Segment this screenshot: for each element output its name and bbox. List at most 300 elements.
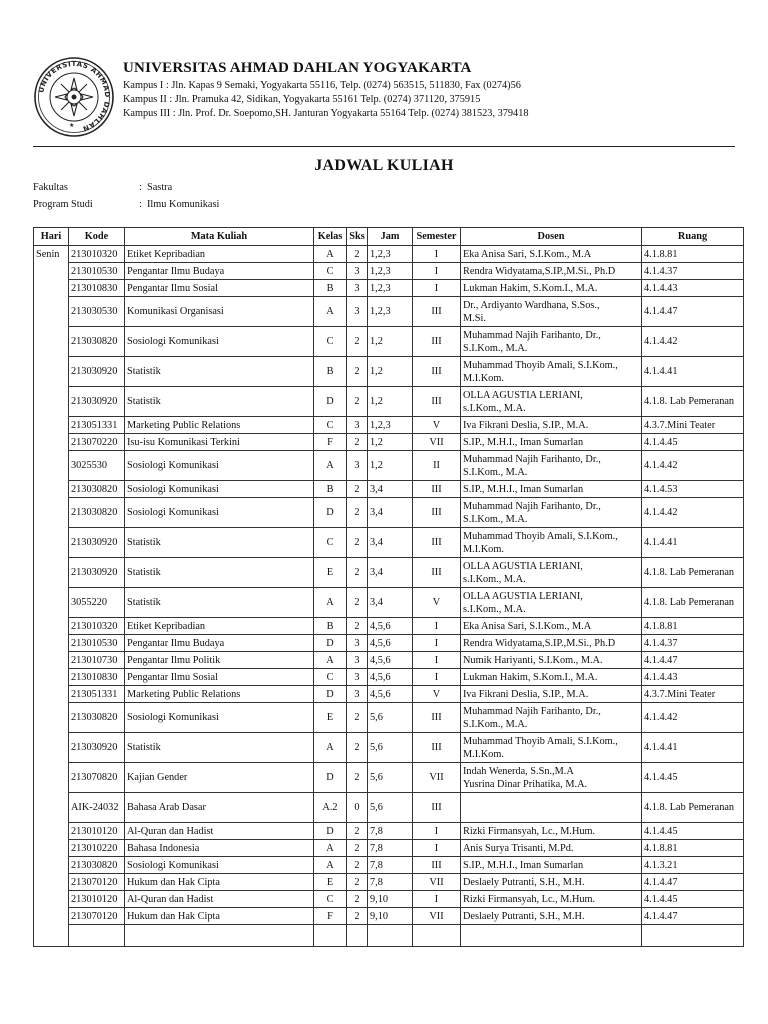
cell-hari [34,357,69,387]
dosen-line: S.IP., M.H.I., Iman Sumarlan [463,859,584,871]
table-row [34,652,744,669]
cell-kode: 213070120 [69,908,125,925]
cell-mata-kuliah: Statistik [125,357,314,387]
university-seal-icon [33,56,115,138]
cell-kelas: C [314,327,347,357]
cell-semester [413,925,461,947]
cell-ruang: 4.1.4.42 [642,327,744,357]
table-row [34,297,744,327]
cell-jam: 5,6 [368,793,413,823]
cell-jam: 1,2,3 [368,417,413,434]
cell-sks: 2 [347,857,368,874]
cell-ruang: 4.1.4.47 [642,908,744,925]
dosen-line: Lukman Hakim, S.Kom.I., M.A. [463,671,598,683]
cell-dosen [461,434,642,451]
cell-semester: V [413,588,461,618]
cell-sks: 2 [347,528,368,558]
cell-sks: 3 [347,635,368,652]
cell-jam: 1,2,3 [368,280,413,297]
svg-text:★: ★ [69,122,75,129]
cell-hari [34,451,69,481]
cell-dosen [461,908,642,925]
table-row [34,925,744,947]
cell-ruang: 4.1.4.41 [642,528,744,558]
cell-dosen [461,823,642,840]
cell-dosen [461,925,642,947]
col-header-dosen: Dosen [461,228,642,246]
cell-kelas: A [314,246,347,263]
cell-kelas: D [314,823,347,840]
cell-mata-kuliah: Bahasa Indonesia [125,840,314,857]
cell-semester: III [413,387,461,417]
cell-kelas: E [314,703,347,733]
cell-mata-kuliah: Komunikasi Organisasi [125,297,314,327]
cell-hari [34,652,69,669]
cell-semester: I [413,280,461,297]
dosen-line: OLLA AGUSTIA LERIANI, [463,590,583,602]
table-row [34,481,744,498]
table-row [34,558,744,588]
cell-dosen [461,793,642,823]
dosen-line: s.I.Kom., M.A. [463,573,526,585]
cell-mata-kuliah: Sosiologi Komunikasi [125,857,314,874]
cell-ruang: 4.1.4.45 [642,434,744,451]
cell-semester: III [413,857,461,874]
cell-mata-kuliah: Sosiologi Komunikasi [125,451,314,481]
cell-dosen [461,417,642,434]
cell-kode: 213070120 [69,874,125,891]
university-name: UNIVERSITAS AHMAD DAHLAN YOGYAKARTA [123,60,472,76]
dosen-line: Muhammad Thoyib Amali, S.I.Kom., [463,735,618,747]
col-header-kode: Kode [69,228,125,246]
dosen-line: Muhammad Najih Farihanto, Dr., [463,500,601,512]
cell-kelas: D [314,498,347,528]
cell-mata-kuliah: Sosiologi Komunikasi [125,481,314,498]
cell-mata-kuliah: Sosiologi Komunikasi [125,327,314,357]
cell-kode: 213070220 [69,434,125,451]
cell-semester: II [413,451,461,481]
table-row [34,669,744,686]
cell-jam: 3,4 [368,588,413,618]
cell-kode: 213030820 [69,703,125,733]
program-separator: : [139,199,142,210]
cell-kelas: F [314,908,347,925]
cell-jam: 3,4 [368,558,413,588]
cell-jam: 7,8 [368,874,413,891]
cell-kelas: C [314,891,347,908]
program-label: Program Studi [33,199,93,210]
cell-ruang: 4.1.4.45 [642,891,744,908]
dosen-line: Anis Surya Trisanti, M.Pd. [463,842,574,854]
cell-hari [34,417,69,434]
cell-jam: 5,6 [368,703,413,733]
cell-jam: 1,2 [368,451,413,481]
cell-hari [34,874,69,891]
dosen-line: Muhammad Najih Farihanto, Dr., [463,453,601,465]
cell-kelas: D [314,635,347,652]
cell-ruang: 4.3.7.Mini Teater [642,417,744,434]
dosen-line: Muhammad Najih Farihanto, Dr., [463,705,601,717]
cell-semester: III [413,733,461,763]
cell-hari [34,588,69,618]
cell-mata-kuliah: Statistik [125,558,314,588]
cell-ruang: 4.1.4.42 [642,703,744,733]
cell-sks: 3 [347,669,368,686]
cell-jam: 7,8 [368,840,413,857]
cell-mata-kuliah: Pengantar Ilmu Sosial [125,669,314,686]
cell-dosen [461,703,642,733]
cell-jam: 9,10 [368,891,413,908]
cell-semester: VII [413,434,461,451]
cell-hari [34,434,69,451]
cell-ruang: 4.1.4.41 [642,357,744,387]
dosen-line: Muhammad Thoyib Amali, S.I.Kom., [463,530,618,542]
cell-hari [34,763,69,793]
cell-ruang: 4.1.4.43 [642,669,744,686]
cell-kelas: E [314,874,347,891]
cell-ruang: 4.1.8. Lab Pemeranan [642,793,744,823]
cell-hari [34,528,69,558]
cell-semester: I [413,618,461,635]
cell-ruang: 4.1.8.81 [642,246,744,263]
cell-sks: 3 [347,263,368,280]
cell-jam: 7,8 [368,823,413,840]
cell-mata-kuliah: Hukum dan Hak Cipta [125,908,314,925]
program-value: Ilmu Komunikasi [147,199,220,210]
table-row [34,387,744,417]
cell-ruang: 4.1.4.37 [642,635,744,652]
cell-sks: 3 [347,417,368,434]
cell-hari: Senin [34,246,69,263]
cell-kode: 213030920 [69,387,125,417]
cell-dosen [461,357,642,387]
cell-mata-kuliah: Sosiologi Komunikasi [125,703,314,733]
table-row [34,357,744,387]
cell-mata-kuliah: Al-Quran dan Hadist [125,891,314,908]
table-row [34,686,744,703]
faculty-row [33,182,172,193]
faculty-label: Fakultas [33,182,68,193]
dosen-line: S.I.Kom., M.A. [463,466,528,478]
table-row [34,840,744,857]
cell-semester: V [413,417,461,434]
dosen-line: M.I.Kom. [463,748,504,760]
cell-jam: 9,10 [368,908,413,925]
cell-semester: I [413,246,461,263]
cell-sks [347,925,368,947]
cell-sks: 3 [347,297,368,327]
cell-kelas: D [314,763,347,793]
cell-semester: VII [413,908,461,925]
cell-sks: 2 [347,498,368,528]
col-header-ruang: Ruang [642,228,744,246]
dosen-line: Eka Anisa Sari, S.I.Kom., M.A [463,248,592,260]
cell-kode: 213010730 [69,652,125,669]
cell-sks: 3 [347,451,368,481]
dosen-line: Rizki Firmansyah, Lc., M.Hum. [463,825,596,837]
cell-ruang: 4.3.7.Mini Teater [642,686,744,703]
cell-semester: V [413,686,461,703]
cell-ruang: 4.1.4.37 [642,263,744,280]
cell-mata-kuliah: Pengantar Ilmu Budaya [125,635,314,652]
cell-mata-kuliah: Al-Quran dan Hadist [125,823,314,840]
cell-jam: 4,5,6 [368,635,413,652]
cell-kelas: C [314,263,347,280]
cell-dosen [461,246,642,263]
cell-kelas: B [314,481,347,498]
cell-kelas: D [314,686,347,703]
cell-dosen [461,635,642,652]
cell-sks: 2 [347,558,368,588]
cell-kelas: A.2 [314,793,347,823]
table-row [34,733,744,763]
cell-sks: 2 [347,246,368,263]
cell-kode: 213030820 [69,481,125,498]
cell-dosen [461,763,642,793]
cell-dosen [461,686,642,703]
cell-jam: 1,2,3 [368,246,413,263]
cell-sks: 2 [347,434,368,451]
cell-hari [34,297,69,327]
cell-dosen [461,857,642,874]
cell-dosen [461,588,642,618]
table-row [34,793,744,823]
cell-kelas: D [314,387,347,417]
cell-sks: 2 [347,327,368,357]
cell-kode: 213010120 [69,823,125,840]
cell-kelas: A [314,297,347,327]
cell-semester: I [413,669,461,686]
cell-sks: 2 [347,481,368,498]
table-row [34,498,744,528]
table-row [34,528,744,558]
table-row [34,823,744,840]
cell-jam: 4,5,6 [368,618,413,635]
cell-hari [34,263,69,280]
cell-kode: 213010220 [69,840,125,857]
cell-semester: III [413,703,461,733]
cell-kelas [314,925,347,947]
cell-semester: III [413,297,461,327]
col-header-hari: Hari [34,228,69,246]
cell-jam: 4,5,6 [368,652,413,669]
cell-jam: 1,2 [368,357,413,387]
cell-jam: 4,5,6 [368,669,413,686]
dosen-line: Iva Fikrani Deslia, S.IP., M.A. [463,688,589,700]
cell-kelas: C [314,528,347,558]
cell-hari [34,840,69,857]
cell-hari [34,823,69,840]
cell-hari [34,481,69,498]
cell-hari [34,733,69,763]
cell-dosen [461,481,642,498]
campus-2-address: Kampus II : Jln. Pramuka 42, Sidikan, Yogyakarta 55161 Telp. (0274) 371120, 375915 [123,94,481,105]
cell-sks: 2 [347,908,368,925]
dosen-line: s.I.Kom., M.A. [463,402,526,414]
cell-kode: 213030920 [69,357,125,387]
cell-dosen [461,669,642,686]
letterhead [33,56,743,140]
cell-ruang: 4.1.4.45 [642,763,744,793]
svg-text:UNIVERSITAS AHMAD DAHLAN: UNIVERSITAS AHMAD DAHLAN [37,59,112,133]
cell-mata-kuliah: Kajian Gender [125,763,314,793]
cell-ruang: 4.1.8.81 [642,840,744,857]
cell-jam: 1,2 [368,434,413,451]
dosen-line: Yusrina Dinar Prihatika, M.A. [463,778,588,790]
cell-ruang [642,925,744,947]
cell-sks: 2 [347,588,368,618]
cell-mata-kuliah: Pengantar Ilmu Sosial [125,280,314,297]
cell-ruang: 4.1.4.47 [642,874,744,891]
table-row [34,434,744,451]
col-header-semester: Semester [413,228,461,246]
cell-kelas: F [314,434,347,451]
cell-hari [34,703,69,733]
cell-hari [34,669,69,686]
cell-ruang: 4.1.4.42 [642,451,744,481]
cell-dosen [461,618,642,635]
cell-mata-kuliah: Pengantar Ilmu Politik [125,652,314,669]
cell-kode: 213010120 [69,891,125,908]
dosen-line: Dr., Ardiyanto Wardhana, S.Sos., [463,299,600,311]
cell-kode: 3025530 [69,451,125,481]
cell-semester: III [413,481,461,498]
cell-kode: 213051331 [69,417,125,434]
cell-kelas: A [314,857,347,874]
cell-sks: 2 [347,387,368,417]
table-row [34,618,744,635]
dosen-line: M.Si. [463,312,486,324]
cell-kelas: B [314,357,347,387]
cell-jam: 3,4 [368,481,413,498]
cell-jam [368,925,413,947]
cell-dosen [461,327,642,357]
dosen-line: M.I.Kom. [463,543,504,555]
cell-jam: 3,4 [368,498,413,528]
cell-kode: 213030820 [69,498,125,528]
table-row [34,703,744,733]
cell-dosen [461,528,642,558]
cell-kode: 213010830 [69,669,125,686]
dosen-line: OLLA AGUSTIA LERIANI, [463,560,583,572]
cell-mata-kuliah: Marketing Public Relations [125,417,314,434]
cell-jam: 4,5,6 [368,686,413,703]
cell-kelas: A [314,840,347,857]
dosen-line: OLLA AGUSTIA LERIANI, [463,389,583,401]
cell-kode: 213030920 [69,558,125,588]
campus-3-address: Kampus III : Jln. Prof. Dr. Soepomo,SH. Janturan Yogyakarta 55164 Telp. (0274) 381523, 379418 [123,108,529,119]
header-divider [33,146,735,147]
table-row [34,908,744,925]
cell-dosen [461,558,642,588]
cell-hari [34,387,69,417]
cell-jam: 7,8 [368,857,413,874]
cell-ruang: 4.1.4.45 [642,823,744,840]
cell-kode: 213030820 [69,327,125,357]
cell-hari [34,793,69,823]
cell-ruang: 4.1.4.47 [642,297,744,327]
table-body [34,246,744,947]
cell-mata-kuliah: Marketing Public Relations [125,686,314,703]
cell-kode: 3055220 [69,588,125,618]
cell-hari [34,857,69,874]
cell-sks: 2 [347,891,368,908]
cell-semester: I [413,635,461,652]
cell-jam: 1,2 [368,327,413,357]
cell-ruang: 4.1.8.81 [642,618,744,635]
cell-kode: 213010530 [69,635,125,652]
dosen-line: Muhammad Najih Farihanto, Dr., [463,329,601,341]
cell-semester: III [413,793,461,823]
cell-mata-kuliah: Statistik [125,528,314,558]
cell-kode: 213030920 [69,733,125,763]
dosen-line: S.I.Kom., M.A. [463,718,528,730]
cell-semester: III [413,528,461,558]
cell-mata-kuliah: Hukum dan Hak Cipta [125,874,314,891]
cell-jam: 5,6 [368,733,413,763]
faculty-separator: : [139,182,142,193]
cell-jam: 5,6 [368,763,413,793]
table-row [34,857,744,874]
cell-kelas: C [314,417,347,434]
cell-sks: 3 [347,652,368,669]
cell-kelas: A [314,588,347,618]
cell-semester: III [413,327,461,357]
cell-dosen [461,263,642,280]
cell-mata-kuliah: Statistik [125,387,314,417]
cell-hari [34,280,69,297]
col-header-sks: Sks [347,228,368,246]
cell-kelas: A [314,652,347,669]
cell-kode: 213010320 [69,618,125,635]
table-row [34,891,744,908]
dosen-line: Indah Wenerda, S.Sn.,M.A [463,765,574,777]
cell-kode: 213070820 [69,763,125,793]
campus-1-address: Kampus I : Jln. Kapas 9 Semaki, Yogyakarta 55116, Telp. (0274) 563515, 511830, Fax (0274)56 [123,80,521,91]
cell-mata-kuliah: Bahasa Arab Dasar [125,793,314,823]
cell-mata-kuliah: Statistik [125,733,314,763]
cell-sks: 2 [347,357,368,387]
cell-hari [34,686,69,703]
table-row [34,874,744,891]
dosen-line: Deslaely Putranti, S.H., M.H. [463,910,585,922]
table-row [34,280,744,297]
cell-kelas: E [314,558,347,588]
cell-mata-kuliah: Pengantar Ilmu Budaya [125,263,314,280]
cell-kode: 213051331 [69,686,125,703]
cell-semester: VII [413,763,461,793]
cell-hari [34,925,69,947]
cell-jam: 1,2 [368,387,413,417]
cell-kelas: B [314,280,347,297]
cell-hari [34,908,69,925]
cell-semester: III [413,558,461,588]
cell-semester: I [413,652,461,669]
table-row [34,246,744,263]
cell-ruang: 4.1.4.53 [642,481,744,498]
cell-mata-kuliah: Etiket Kepribadian [125,246,314,263]
cell-hari [34,558,69,588]
cell-dosen [461,891,642,908]
cell-ruang: 4.1.8. Lab Pemeranan [642,558,744,588]
cell-kode: AIK-24032 [69,793,125,823]
cell-sks: 2 [347,618,368,635]
dosen-line: S.IP., M.H.I., Iman Sumarlan [463,483,584,495]
cell-sks: 3 [347,280,368,297]
dosen-line: Rendra Widyatama,S.IP.,M.Si., Ph.D [463,637,616,649]
dosen-line: Iva Fikrani Deslia, S.IP., M.A. [463,419,589,431]
cell-kelas: A [314,451,347,481]
